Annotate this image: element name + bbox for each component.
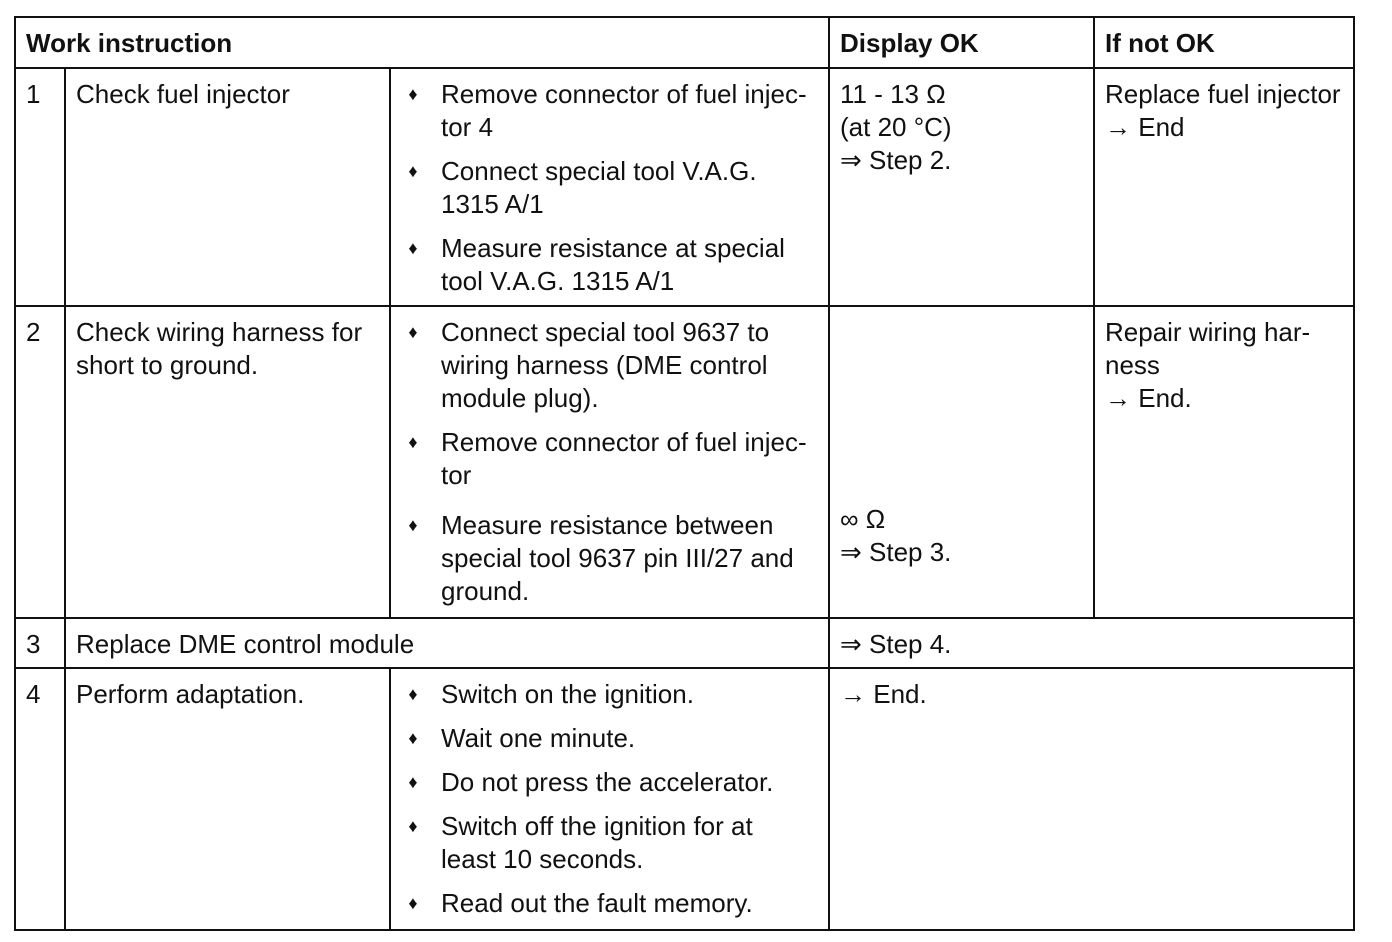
bullet-icon: ♦ [408,816,418,836]
table-row [15,618,1354,668]
list-item: ♦ Read out the fault memory. [401,887,818,920]
table-row [15,306,1354,618]
task-cell: Check wiring harness for short to ground. [65,306,390,618]
bullet-icon: ♦ [408,322,418,342]
work-instruction-table [14,16,1355,931]
display-ok-cell: ⇒ Step 4. [829,618,1354,668]
actions-cell [390,668,829,930]
table-row [15,68,1354,306]
bullet-icon: ♦ [408,161,418,181]
header-display-ok: Display OK [829,17,1094,68]
action-list [401,316,818,608]
step-number: 3 [15,618,65,668]
bullet-icon: ♦ [408,684,418,704]
list-item: ♦ Connect special tool V.A.G. 1315 A/1 [401,155,818,221]
bullet-icon: ♦ [408,893,418,913]
if-not-ok-cell: Repair wiring har- ness → End. [1094,306,1354,618]
list-item: ♦ Wait one minute. [401,722,818,755]
header-if-not-ok: If not OK [1094,17,1354,68]
action-list [401,678,818,920]
step-number: 1 [15,68,65,306]
list-item: ♦ Do not press the accelerator. [401,766,818,799]
display-ok-cell: 11 - 13 Ω (at 20 °C) ⇒ Step 2. [829,68,1094,306]
bullet-icon: ♦ [408,84,418,104]
bullet-icon: ♦ [408,772,418,792]
if-not-ok-cell: Replace fuel injector → End [1094,68,1354,306]
task-cell: Replace DME control module [65,618,829,668]
bullet-icon: ♦ [408,238,418,258]
bullet-icon: ♦ [408,728,418,748]
action-list [401,78,818,298]
table-row [15,668,1354,930]
list-item: ♦ Remove connector of fuel injec- tor 4 [401,78,818,144]
list-item: ♦ Remove connector of fuel injec- tor [401,426,818,492]
list-item: ♦ Measure resistance between special tool 9637 pin III/27 and ground. [401,509,818,608]
task-cell: Perform adaptation. [65,668,390,930]
step-number: 4 [15,668,65,930]
header-work-instruction: Work instruction [15,17,829,68]
task-cell: Check fuel injector [65,68,390,306]
actions-cell [390,306,829,618]
list-item: ♦ Switch off the ignition for at least 10 seconds. [401,810,818,876]
list-item: ♦ Switch on the ignition. [401,678,818,711]
bullet-icon: ♦ [408,432,418,452]
header-row [15,17,1354,68]
bullet-icon: ♦ [408,515,418,535]
cell-spacer [840,316,1083,503]
actions-cell [390,68,829,306]
display-ok-cell: → End. [829,668,1354,930]
step-number: 2 [15,306,65,618]
list-item: ♦ Measure resistance at special tool V.A.G. 1315 A/1 [401,232,818,298]
list-item: ♦ Connect special tool 9637 to wiring harness (DME control module plug). [401,316,818,415]
display-ok-cell: ∞ Ω ⇒ Step 3. [829,306,1094,618]
